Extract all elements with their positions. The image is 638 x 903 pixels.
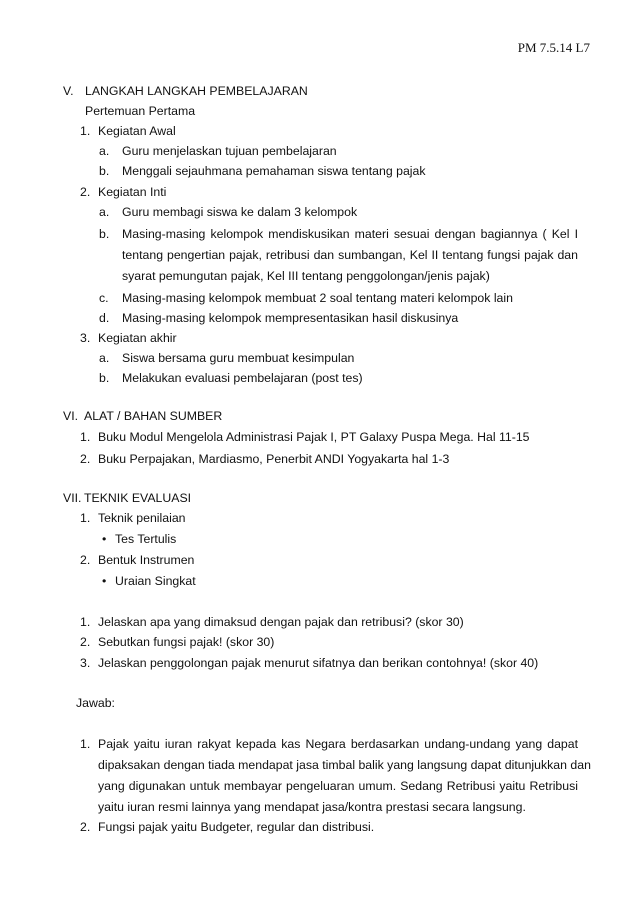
reference-item: Buku Perpajakan, Mardiasmo, Penerbit ANDI Yogyakarta hal 1-3 <box>98 452 450 466</box>
list-number: 2. <box>80 452 91 466</box>
list-number: 1. <box>80 511 91 525</box>
list-letter: d. <box>99 311 110 325</box>
list-item: Masing-masing kelompok mempresentasikan hasil diskusinya <box>122 311 459 325</box>
answer-line: dipaksakan dengan tiada mendapat jasa timbal balik yang langsung dapat ditunjukkan dan <box>98 758 591 772</box>
section-vii-number: VII. <box>63 491 82 505</box>
paragraph-line: tentang pengertian pajak, retribusi dan sumbangan, Kel II tentang fungsi pajak dan <box>122 248 578 262</box>
document-code: PM 7.5.14 L7 <box>517 40 590 55</box>
bullet-icon: • <box>102 532 107 546</box>
list-number: 2. <box>80 185 91 199</box>
list-item: Masing-masing kelompok membuat 2 soal tentang materi kelompok lain <box>122 291 513 305</box>
evaluation-label: Bentuk Instrumen <box>98 553 195 567</box>
list-number: 1. <box>80 430 91 444</box>
paragraph-line: Masing-masing kelompok mendiskusikan materi sesuai dengan bagiannya ( Kel I <box>122 227 578 241</box>
list-number: 2. <box>80 820 91 834</box>
list-letter: b. <box>99 227 110 241</box>
list-item: Siswa bersama guru membuat kesimpulan <box>122 351 355 365</box>
evaluation-label: Teknik penilaian <box>98 511 186 525</box>
question-item: Sebutkan fungsi pajak! (skor 30) <box>98 635 275 649</box>
list-number: 1. <box>80 124 91 138</box>
answer-line: Fungsi pajak yaitu Budgeter, regular dan distribusi. <box>98 820 375 834</box>
list-number: 1. <box>80 615 91 629</box>
bullet-item: Tes Tertulis <box>115 532 177 546</box>
bullet-item: Uraian Singkat <box>115 574 196 588</box>
list-letter: a. <box>99 144 110 158</box>
section-v-title: LANGKAH LANGKAH PEMBELAJARAN <box>85 84 308 98</box>
section-vii-title: TEKNIK EVALUASI <box>84 491 192 505</box>
answer-line: yaitu iuran resmi lainnya yang mendapat jasa/kontra prestasi secara langsung. <box>98 800 526 814</box>
section-vi-title: ALAT / BAHAN SUMBER <box>84 409 223 423</box>
answer-label: Jawab: <box>76 696 115 710</box>
list-item: Menggali sejauhmana pemahaman siswa tentang pajak <box>122 164 426 178</box>
section-vi-number: VI. <box>63 409 79 423</box>
activity-label: Kegiatan akhir <box>98 331 177 345</box>
reference-item: Buku Modul Mengelola Administrasi Pajak I, PT Galaxy Puspa Mega. Hal 11-15 <box>98 430 530 444</box>
activity-label: Kegiatan Inti <box>98 185 167 199</box>
meeting-label: Pertemuan Pertama <box>85 104 196 118</box>
activity-label: Kegiatan Awal <box>98 124 176 138</box>
question-item: Jelaskan apa yang dimaksud dengan pajak dan retribusi? (skor 30) <box>98 615 464 629</box>
bullet-icon: • <box>102 574 107 588</box>
list-letter: a. <box>99 205 110 219</box>
list-number: 1. <box>80 737 91 751</box>
paragraph-line: syarat pemungutan pajak, Kel III tentang penggolongan/jenis pajak) <box>122 269 490 283</box>
list-item: Melakukan evaluasi pembelajaran (post tes) <box>122 371 363 385</box>
section-v-number: V. <box>63 84 74 98</box>
list-item: Guru menjelaskan tujuan pembelajaran <box>122 144 337 158</box>
list-number: 2. <box>80 635 91 649</box>
list-number: 3. <box>80 331 91 345</box>
list-number: 3. <box>80 656 91 670</box>
list-item: Guru membagi siswa ke dalam 3 kelompok <box>122 205 358 219</box>
list-letter: b. <box>99 164 110 178</box>
answer-line: yang digunakan untuk membayar pengeluaran umum. Sedang Retribusi yaitu Retribusi <box>98 779 578 793</box>
list-letter: b. <box>99 371 110 385</box>
list-number: 2. <box>80 553 91 567</box>
list-letter: a. <box>99 351 110 365</box>
question-item: Jelaskan penggolongan pajak menurut sifatnya dan berikan contohnya! (skor 40) <box>98 656 539 670</box>
answer-line: Pajak yaitu iuran rakyat kepada kas Negara berdasarkan undang-undang yang dapat <box>98 737 578 751</box>
list-letter: c. <box>99 291 109 305</box>
